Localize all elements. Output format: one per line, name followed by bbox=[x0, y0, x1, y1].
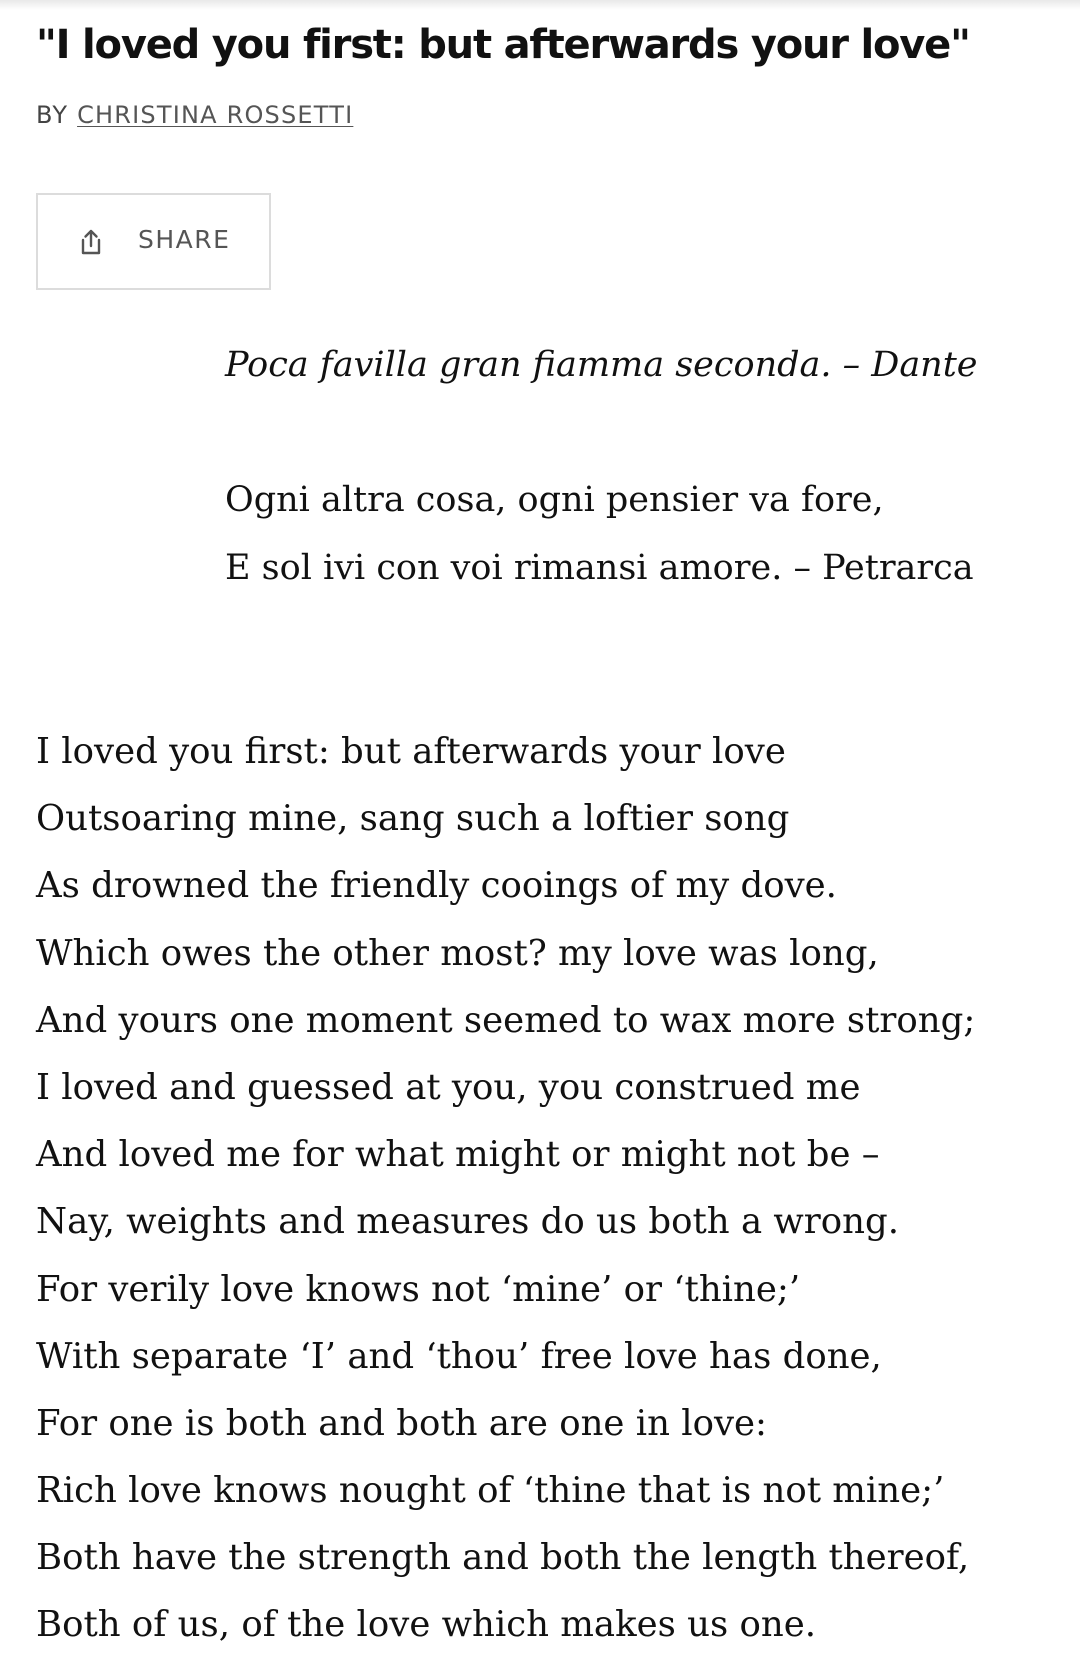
epigraph-petrarca-line: Ogni altra cosa, ogni pensier va fore, bbox=[225, 480, 884, 520]
poem-line: Both of us, of the love which makes us one. bbox=[36, 1604, 816, 1646]
poem-line: Rich love knows nought of ‘thine that is not mine;’ bbox=[36, 1470, 945, 1512]
poem-line: For one is both and both are one in love: bbox=[36, 1402, 767, 1444]
poem-line: Outsoaring mine, sang such a loftier song bbox=[36, 798, 790, 840]
poem-line: And yours one moment seemed to wax more strong; bbox=[36, 999, 976, 1041]
poem-line: Nay, weights and measures do us both a wrong. bbox=[36, 1201, 899, 1243]
poem-title: "I loved you first: but afterwards your love" bbox=[36, 22, 970, 68]
epigraph-dante: Poca favilla gran fiamma seconda. – Dante bbox=[225, 345, 978, 385]
byline bbox=[36, 101, 353, 129]
poem-line: As drowned the friendly cooings of my dove. bbox=[36, 865, 837, 907]
byline-prefix: BY bbox=[36, 101, 69, 129]
poem-line: I loved and guessed at you, you construed me bbox=[36, 1066, 861, 1108]
poem-line: I loved you first: but afterwards your love bbox=[36, 731, 786, 772]
share-icon bbox=[76, 227, 106, 257]
share-label: SHARE bbox=[138, 225, 231, 254]
poem-body bbox=[36, 718, 975, 1659]
author-link[interactable]: CHRISTINA ROSSETTI bbox=[77, 101, 354, 129]
poem-line: With separate ‘I’ and ‘thou’ free love has done, bbox=[36, 1335, 882, 1377]
share-button[interactable] bbox=[36, 193, 271, 290]
epigraph-petrarca-line: E sol ivi con voi rimansi amore. – Petrarca bbox=[225, 548, 974, 588]
poem-line: Which owes the other most? my love was long, bbox=[36, 932, 879, 974]
poem-line: And loved me for what might or might not be – bbox=[36, 1134, 880, 1176]
poem-line: For verily love knows not ‘mine’ or ‘thine;’ bbox=[36, 1268, 801, 1310]
poem-line: Both have the strength and both the length thereof, bbox=[36, 1537, 970, 1579]
top-shadow bbox=[0, 0, 1080, 10]
